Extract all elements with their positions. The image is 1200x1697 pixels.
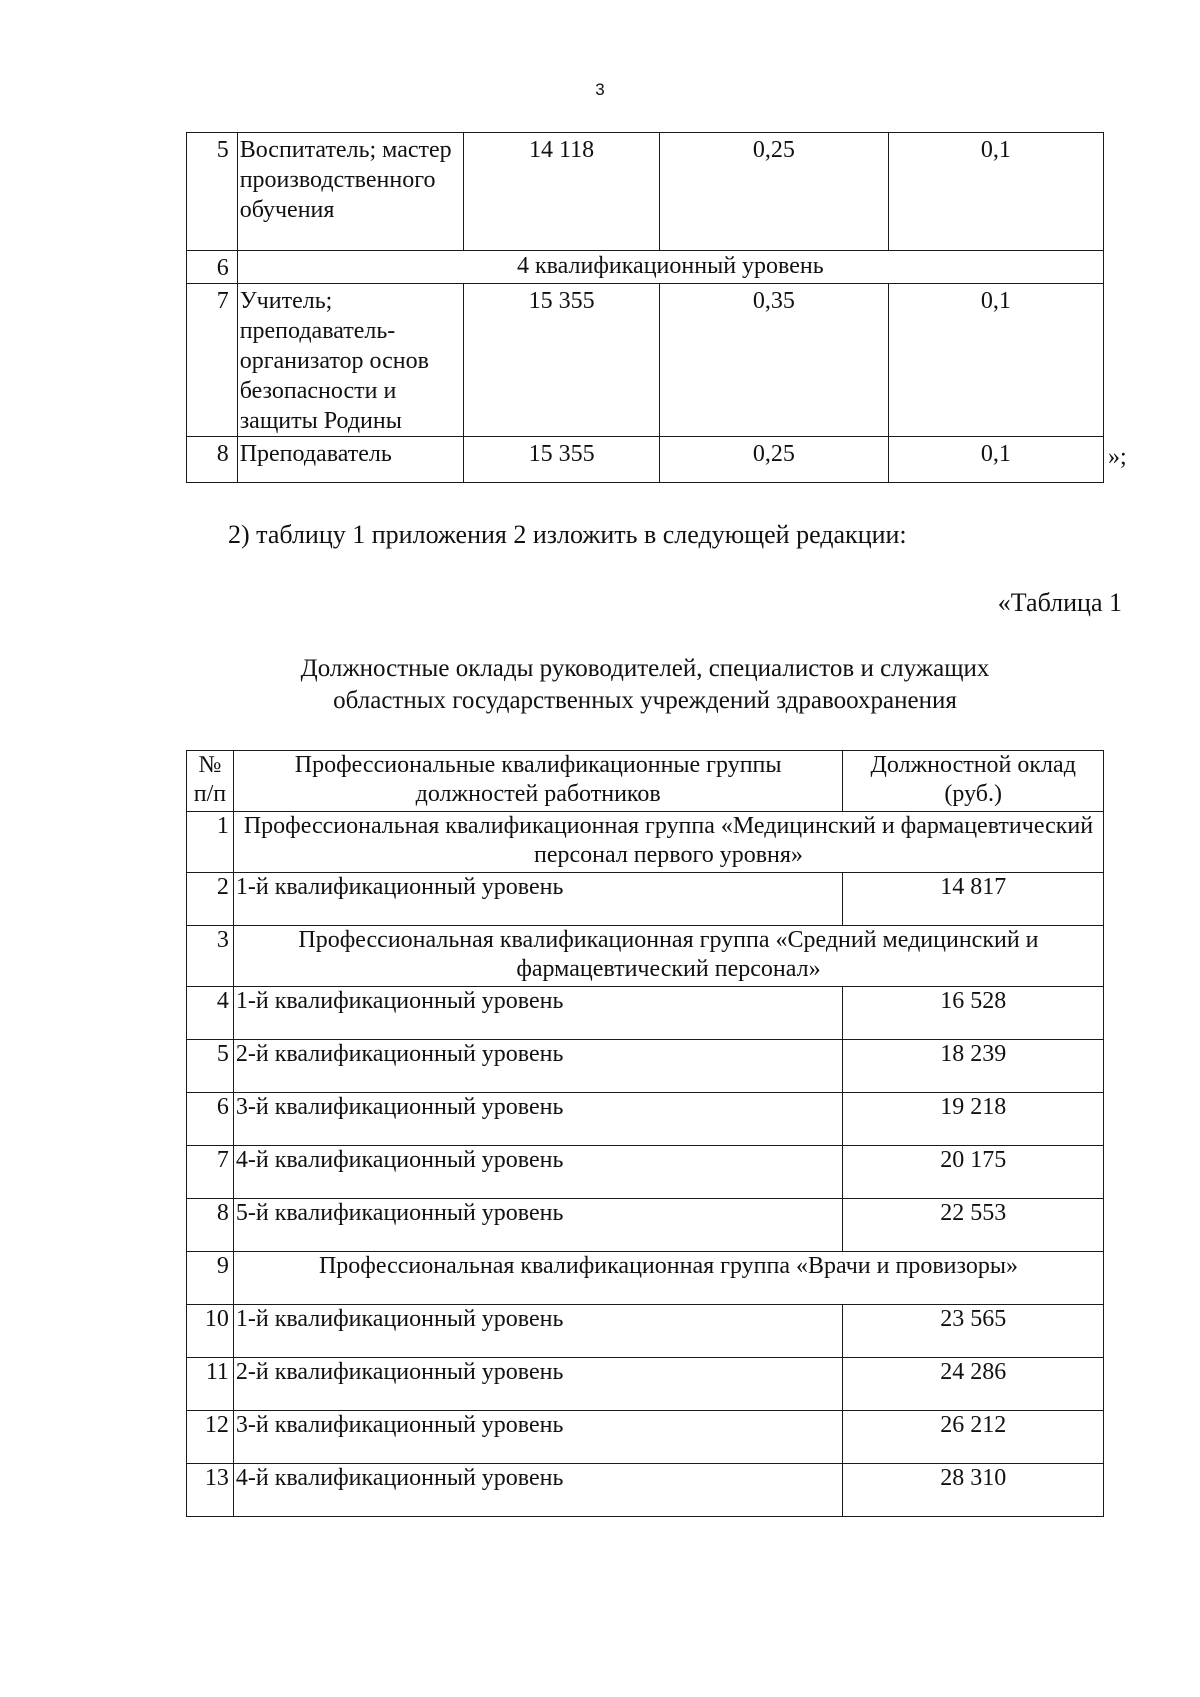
row-number: 4	[187, 987, 234, 1040]
row-number: 8	[187, 1199, 234, 1252]
table-row	[187, 133, 1104, 251]
level-name: 4-й квалификационный уровень	[233, 1146, 843, 1199]
position-name: Воспитатель; мастер производственного обучения	[237, 133, 464, 251]
row-number: 6	[187, 1093, 234, 1146]
level-name: 3-й квалификационный уровень	[233, 1411, 843, 1464]
table-row	[187, 1464, 1104, 1517]
level-name: 1-й квалификационный уровень	[233, 873, 843, 926]
table-row	[187, 284, 1104, 437]
table-row	[187, 251, 1104, 284]
salary-value: 15 355	[464, 284, 659, 437]
row-number: 3	[187, 926, 234, 987]
position-name: Учитель; преподаватель-организатор основ безопасности и защиты Родины	[237, 284, 464, 437]
table-row	[187, 1040, 1104, 1093]
table-row	[187, 437, 1104, 483]
coefficient-2: 0,1	[888, 284, 1103, 437]
salary-value: 24 286	[843, 1358, 1104, 1411]
level-name: 4-й квалификационный уровень	[233, 1464, 843, 1517]
closing-quote: »;	[1108, 444, 1127, 470]
row-number: 8	[187, 437, 238, 483]
table-row	[187, 1199, 1104, 1252]
table-row	[187, 1411, 1104, 1464]
table-row	[187, 1093, 1104, 1146]
qualification-level-heading: 4 квалификационный уровень	[237, 251, 1103, 284]
coefficient-1: 0,25	[659, 133, 888, 251]
heading-line-1: Должностные оклады руководителей, специалистов и служащих	[300, 655, 990, 682]
salary-table-continuation	[186, 132, 1104, 483]
coefficient-1: 0,35	[659, 284, 888, 437]
position-name: Преподаватель	[237, 437, 464, 483]
salary-value: 19 218	[843, 1093, 1104, 1146]
salary-value: 26 212	[843, 1411, 1104, 1464]
header-number: № п/п	[187, 751, 234, 812]
level-name: 2-й квалификационный уровень	[233, 1040, 843, 1093]
salary-value: 15 355	[464, 437, 659, 483]
group-title: Профессиональная квалификационная группа «Средний медицинский и фармацевтический персонал»	[233, 926, 1103, 987]
salary-value: 20 175	[843, 1146, 1104, 1199]
table-row	[187, 1146, 1104, 1199]
salary-value: 28 310	[843, 1464, 1104, 1517]
table-row	[187, 987, 1104, 1040]
row-number: 1	[187, 812, 234, 873]
row-number: 7	[187, 1146, 234, 1199]
salary-value: 23 565	[843, 1305, 1104, 1358]
salary-value: 14 118	[464, 133, 659, 251]
row-number: 5	[187, 133, 238, 251]
level-name: 5-й квалификационный уровень	[233, 1199, 843, 1252]
instruction-text: 2) таблицу 1 приложения 2 изложить в следующей редакции:	[228, 520, 907, 549]
row-number: 12	[187, 1411, 234, 1464]
table-row	[187, 873, 1104, 926]
salary-value: 14 817	[843, 873, 1104, 926]
table-group-row	[187, 1252, 1104, 1305]
group-title: Профессиональная квалификационная группа «Врачи и провизоры»	[233, 1252, 1103, 1305]
header-salary: Должностной оклад (руб.)	[843, 751, 1104, 812]
table-label: «Таблица 1	[997, 588, 1122, 617]
table-row	[187, 1358, 1104, 1411]
page-number: 3	[595, 80, 605, 99]
salary-table	[186, 750, 1104, 1517]
table-header-row	[187, 751, 1104, 812]
coefficient-1: 0,25	[659, 437, 888, 483]
coefficient-2: 0,1	[888, 133, 1103, 251]
row-number: 5	[187, 1040, 234, 1093]
row-number: 13	[187, 1464, 234, 1517]
table-group-row	[187, 926, 1104, 987]
row-number: 9	[187, 1252, 234, 1305]
table-heading	[186, 653, 1104, 717]
row-number: 7	[187, 284, 238, 437]
row-number: 10	[187, 1305, 234, 1358]
salary-value: 16 528	[843, 987, 1104, 1040]
coefficient-2: 0,1	[888, 437, 1103, 483]
row-number: 6	[187, 251, 238, 284]
row-number: 2	[187, 873, 234, 926]
level-name: 1-й квалификационный уровень	[233, 1305, 843, 1358]
level-name: 2-й квалификационный уровень	[233, 1358, 843, 1411]
heading-line-2: областных государственных учреждений здравоохранения	[333, 687, 957, 714]
salary-value: 22 553	[843, 1199, 1104, 1252]
header-group: Профессиональные квалификационные группы должностей работников	[233, 751, 843, 812]
table-row	[187, 1305, 1104, 1358]
salary-value: 18 239	[843, 1040, 1104, 1093]
level-name: 3-й квалификационный уровень	[233, 1093, 843, 1146]
group-title: Профессиональная квалификационная группа «Медицинский и фармацевтический персонал первого уровня»	[233, 812, 1103, 873]
level-name: 1-й квалификационный уровень	[233, 987, 843, 1040]
table-group-row	[187, 812, 1104, 873]
row-number: 11	[187, 1358, 234, 1411]
